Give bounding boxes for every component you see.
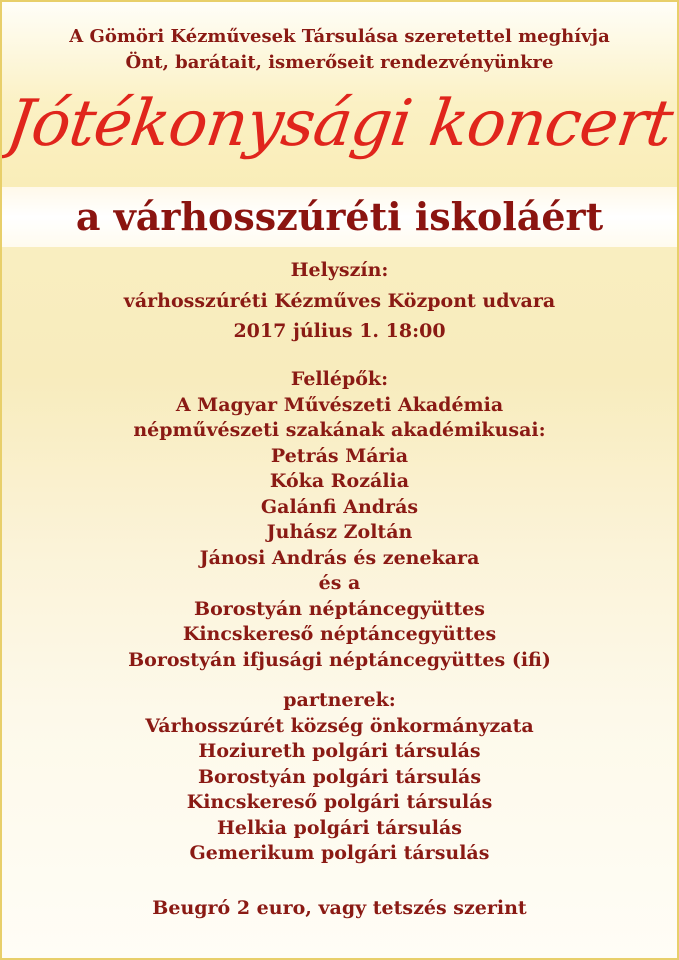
poster-title: Jótékonysági koncert (2, 87, 677, 161)
performer-line: A Magyar Művészeti Akadémia (175, 393, 504, 416)
venue-section (2, 258, 677, 345)
poster-subtitle: a várhosszúréti iskoláért (75, 194, 604, 239)
performer-line: Juhász Zoltán (266, 521, 413, 543)
performer-line: Petrás Mária (270, 444, 409, 467)
performer-line: Kincskereső néptáncegyüttes (182, 623, 497, 645)
partners-section (2, 688, 677, 867)
performer-line: Kóka Rozália (269, 470, 410, 492)
venue-label: Helyszín: (290, 259, 389, 281)
partner-line: Gemerikum polgári társulás (189, 842, 490, 864)
invitation-line-2: Önt, barátait, ismerőseit rendezvényünkre (125, 52, 554, 73)
invitation-line-1: A Gömöri Kézművesek Társulása szeretettel meghívja (69, 26, 610, 47)
partner-line: Helkia polgári társulás (216, 816, 462, 839)
event-datetime: 2017 július 1. 18:00 (233, 320, 446, 342)
invitation-text (2, 24, 677, 76)
partners-label: partnerek: (283, 689, 396, 711)
performer-line: Borostyán néptáncegyüttes (194, 597, 485, 620)
performer-line: Borostyán ifjusági néptáncegyüttes (ifi) (128, 648, 551, 671)
performer-line: Galánfi András (260, 495, 419, 518)
partner-line: Várhosszúrét község önkormányzata (145, 714, 534, 737)
performer-line: Jánosi András és zenekara (199, 546, 480, 569)
venue-place: várhosszúréti Kézműves Központ udvara (123, 289, 556, 312)
performer-line: és a (318, 572, 361, 594)
performer-line: népművészeti szakának akadémikusai: (133, 419, 546, 441)
partner-line: Kincskereső polgári társulás (186, 791, 493, 813)
entry-fee: Beugró 2 euro, vagy tetszés szerint (152, 897, 527, 919)
partner-line: Borostyán polgári társulás (197, 765, 482, 788)
partner-line: Hoziureth polgári társulás (198, 740, 481, 762)
performers-label: Fellépők: (290, 368, 389, 390)
performers-section (2, 367, 677, 673)
